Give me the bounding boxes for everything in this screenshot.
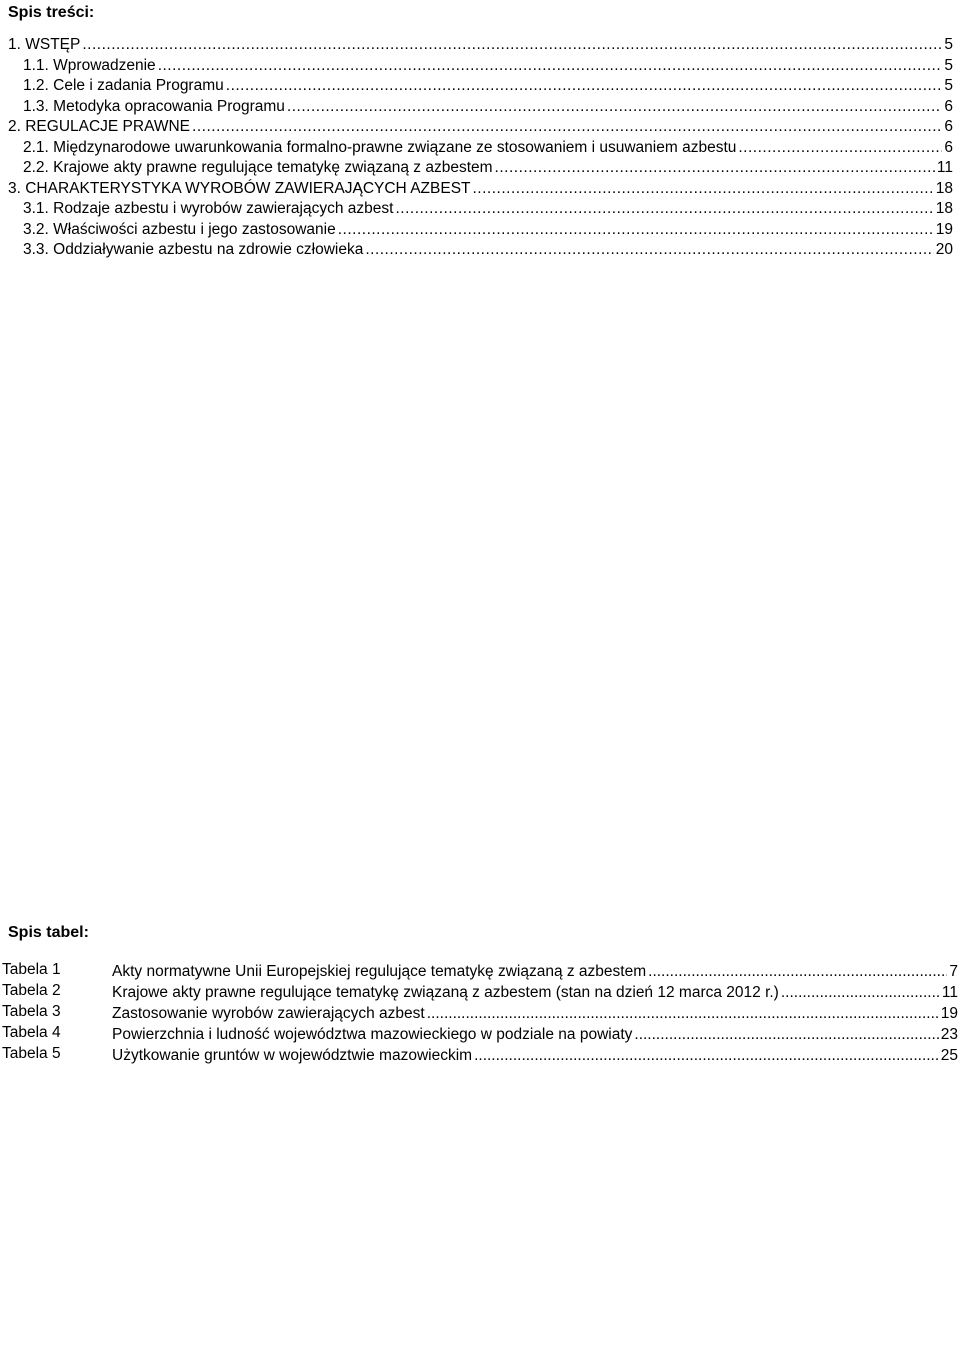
toc-entry[interactable] (23, 138, 953, 159)
toc-entry-title: 1.1. Wprowadzenie (23, 56, 156, 74)
toc-entry-title: 1.2. Cele i zadania Programu (23, 77, 224, 94)
caption-line: Użytkowanie gruntów w województwie mazowieckim (112, 1047, 473, 1064)
toc-entry[interactable] (23, 240, 953, 261)
dot-leader (427, 1003, 939, 1024)
toc-entry[interactable] (23, 199, 953, 220)
table-entry-page: 19 (940, 1005, 958, 1022)
toc-entry-page: 6 (944, 138, 953, 156)
caption-line: Akty normatywne Unii Europejskiej regulujące tematykę związaną z azbestem (112, 963, 647, 980)
toc-entry-title: 3.1. Rodzaje azbestu i wyrobów zawierających azbest (23, 200, 394, 217)
toc-entry[interactable] (23, 76, 953, 97)
table-entry-caption (112, 1003, 958, 1024)
dot-leader (192, 117, 942, 138)
toc-entry-page: 6 (944, 97, 953, 115)
table-entry-caption (112, 961, 958, 982)
toc-entry-page: 20 (935, 241, 953, 258)
dot-leader (738, 138, 942, 159)
toc-entry[interactable] (23, 158, 953, 179)
toc-entry-page: 11 (936, 159, 953, 176)
dot-leader (287, 97, 942, 118)
toc-entry[interactable] (8, 35, 953, 56)
toc-entry-title: 3.2. Właściwości azbestu i jego zastosowanie (23, 220, 336, 238)
toc-entry-title: 1. WSTĘP (8, 36, 81, 53)
toc-entry[interactable] (8, 179, 953, 200)
toc-entry-title: 3. CHARAKTERYSTYKA WYROBÓW ZAWIERAJĄCYCH AZBEST (8, 179, 471, 197)
caption-line: Krajowe akty prawne regulujące tematykę związaną z azbestem (stan na dzień 12 marca 2012 r.) (112, 984, 779, 1001)
table-entry-label: Tabela 2 (2, 982, 61, 999)
toc-entry-page: 5 (944, 56, 953, 74)
dot-leader (495, 158, 935, 179)
toc-entry-title: 2.1. Międzynarodowe uwarunkowania formalno-prawne związane ze stosowaniem i usuwaniem azbestu (23, 138, 737, 156)
dot-leader (395, 199, 933, 220)
toc-entry-page: 19 (935, 220, 953, 238)
toc-entry-page: 5 (944, 36, 953, 53)
table-entry-page: 25 (940, 1047, 958, 1064)
dot-leader (634, 1024, 938, 1045)
tables-heading: Spis tabel: (8, 924, 89, 941)
table-entry-page: 23 (940, 1026, 958, 1043)
toc-entry-page: 5 (944, 77, 953, 94)
toc-entry[interactable] (23, 56, 953, 77)
toc-entry-title: 2.2. Krajowe akty prawne regulujące tematykę związaną z azbestem (23, 159, 493, 176)
dot-leader (158, 56, 943, 77)
table-entry-label: Tabela 3 (2, 1003, 61, 1020)
toc-entry-page: 18 (935, 179, 953, 197)
dot-leader (338, 220, 934, 241)
table-entry-caption (112, 1024, 958, 1045)
table-entry-label: Tabela 4 (2, 1024, 61, 1041)
toc-entry-title: 2. REGULACJE PRAWNE (8, 118, 191, 135)
dot-leader (473, 179, 934, 200)
toc-entry[interactable] (23, 220, 953, 241)
dot-leader (474, 1045, 939, 1066)
dot-leader (365, 240, 933, 261)
table-entry-caption (112, 1045, 958, 1066)
dot-leader (781, 982, 940, 1003)
toc-entry-page: 18 (935, 200, 953, 217)
caption-line: Zastosowanie wyrobów zawierających azbest (112, 1005, 425, 1022)
table-entry-page: 7 (949, 963, 958, 980)
dot-leader (648, 961, 947, 982)
dot-leader (226, 76, 943, 97)
table-entry-label: Tabela 1 (2, 961, 61, 978)
toc-entry-title: 1.3. Metodyka opracowania Programu (23, 97, 285, 115)
caption-line: Powierzchnia i ludność województwa mazowieckiego w podziale na powiaty (112, 1026, 633, 1043)
toc-entry-title: 3.3. Oddziaływanie azbestu na zdrowie człowieka (23, 241, 364, 258)
toc-entry-page: 6 (944, 118, 953, 135)
toc-heading: Spis treści: (8, 4, 95, 21)
table-entry-label: Tabela 5 (2, 1045, 61, 1062)
table-entry-caption (112, 982, 958, 1003)
toc-entry[interactable] (23, 97, 953, 118)
dot-leader (82, 35, 942, 56)
table-entry-page: 11 (941, 984, 958, 1001)
toc-entry[interactable] (8, 117, 953, 138)
